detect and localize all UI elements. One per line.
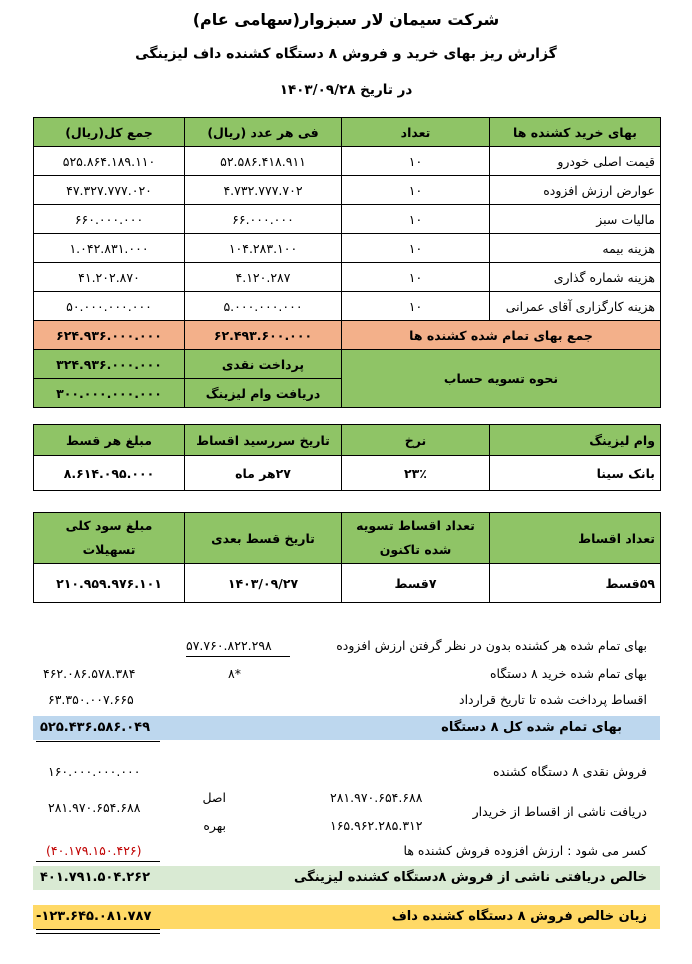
unit-cost-label: بهای تمام شده هر کشنده بدون در نظر گرفتن ارزش افزوده (336, 638, 647, 653)
vat-underline (36, 861, 160, 862)
total8-underline (36, 741, 160, 742)
row-item: قیمت اصلی خودرو (490, 147, 661, 176)
row-qty: ۱۰ (342, 234, 490, 263)
paid-label: اقساط پرداخت شده تا تاریخ قرارداد (459, 692, 647, 707)
sum-label: جمع بهای تمام شده کشنده ها (342, 321, 661, 350)
net-value: ۴۰۱.۷۹۱.۵۰۴.۲۶۲ (40, 870, 151, 885)
sum-row (34, 321, 661, 350)
inst-col-next: تاریخ قسط بعدی (185, 513, 342, 564)
interest-value: ۱۶۵.۹۶۲.۲۸۵.۳۱۲ (330, 818, 423, 833)
net-label: خالص دریافتی ناشی از فروش ۸دستگاه کشنده لیزینگی (294, 870, 647, 885)
row-item: عوارض ارزش افزوده (490, 176, 661, 205)
row-qty: ۱۰ (342, 176, 490, 205)
installment-table (33, 512, 661, 603)
sum-unit: ۶۲.۴۹۳.۶۰۰.۰۰۰ (185, 321, 342, 350)
col-header-total: جمع کل(ریال) (34, 118, 185, 147)
row-item: مالیات سبز (490, 205, 661, 234)
row-item: هزینه بیمه (490, 234, 661, 263)
paid-value: ۶۳.۳۵۰.۰۰۷.۶۶۵ (48, 692, 134, 707)
loan-col-lender: وام لیزینگ (490, 425, 661, 456)
inst-paid: ۷قسط (342, 564, 490, 603)
table-row (34, 292, 661, 321)
loan-table (33, 424, 661, 491)
unit-cost-value: ۵۷.۷۶۰.۸۲۲.۲۹۸ (186, 638, 272, 653)
cash-sale-label: فروش نقدی ۸ دستگاه کشنده (493, 764, 647, 779)
inst-count: ۵۹قسط (490, 564, 661, 603)
row-unit: ۴.۱۲۰.۲۸۷ (185, 263, 342, 292)
col-header-unit: فی هر عدد (ریال) (185, 118, 342, 147)
company-name: شرکت سیمان لار سبزوار(سهامی عام) (192, 10, 500, 29)
row-unit: ۱۰۴.۲۸۳.۱۰۰ (185, 234, 342, 263)
received-label: دریافت ناشی از اقساط از خریدار (472, 804, 647, 819)
inst-next: ۱۴۰۳/۰۹/۲۷ (185, 564, 342, 603)
col-header-item: بهای خرید کشنده ها (490, 118, 661, 147)
purchase8-label: بهای تمام شده خرید ۸ دستگاه (490, 666, 647, 681)
sum-total: ۶۲۴.۹۳۶.۰۰۰.۰۰۰ (34, 321, 185, 350)
settlement-label: نحوه تسویه حساب (342, 350, 661, 408)
principal-label: اصل (202, 790, 226, 805)
cash-label: پرداخت نقدی (185, 350, 342, 379)
row-qty: ۱۰ (342, 292, 490, 321)
loan-col-rate: نرخ (342, 425, 490, 456)
row-total: ۱.۰۴۲.۸۳۱.۰۰۰ (34, 234, 185, 263)
total8-value: ۵۲۵.۴۳۶.۵۸۶.۰۴۹ (40, 720, 151, 735)
row-unit: ۵.۰۰۰.۰۰۰.۰۰۰ (185, 292, 342, 321)
inst-col-paid: تعداد اقساط تسویه شده تاکنون (342, 513, 490, 564)
vat-value: (۴۰.۱۷۹.۱۵۰.۴۲۶) (46, 843, 142, 858)
unit-cost-underline (186, 656, 290, 657)
inst-interest: ۲۱۰.۹۵۹.۹۷۶.۱۰۱ (34, 564, 185, 603)
loss-underline (36, 929, 160, 930)
loan-rate: ۲۳٪ (342, 456, 490, 491)
cost-table (33, 117, 661, 408)
interest-label: بهره (203, 818, 226, 833)
purchase8-value: ۴۶۲.۰۸۶.۵۷۸.۳۸۴ (43, 666, 136, 681)
loan-installment: ۸.۶۱۴.۰۹۵.۰۰۰ (34, 456, 185, 491)
principal-value: ۲۸۱.۹۷۰.۶۵۴.۶۸۸ (330, 790, 423, 805)
loss-label: زیان خالص فروش ۸ دستگاه کشنده داف (391, 909, 647, 924)
table-row (34, 205, 661, 234)
loan-label: دریافت وام لیزینگ (185, 379, 342, 408)
report-title: گزارش ریز بهای خرید و فروش ۸ دستگاه کشنده داف لیزینگی (135, 46, 557, 62)
loan-col-installment: مبلغ هر قسط (34, 425, 185, 456)
loss-value: -۱۲۳.۶۴۵.۰۸۱.۷۸۷ (36, 909, 152, 924)
loan-value: ۳۰۰.۰۰۰.۰۰۰.۰۰۰ (34, 379, 185, 408)
cash-sale-value: ۱۶۰.۰۰۰.۰۰۰.۰۰۰ (48, 764, 141, 779)
loan-due: ۲۷هر ماه (185, 456, 342, 491)
row-total: ۵۲۵.۸۶۴.۱۸۹.۱۱۰ (34, 147, 185, 176)
total8-label: بهای تمام شده کل ۸ دستگاه (441, 720, 622, 735)
loan-lender: بانک سینا (490, 456, 661, 491)
loan-col-due: تاریخ سررسید اقساط (185, 425, 342, 456)
row-unit: ۶۶.۰۰۰.۰۰۰ (185, 205, 342, 234)
inst-col-count: تعداد اقساط (490, 513, 661, 564)
table-row (34, 263, 661, 292)
col-header-qty: تعداد (342, 118, 490, 147)
row-qty: ۱۰ (342, 263, 490, 292)
table-row (34, 234, 661, 263)
table-row (34, 564, 661, 603)
row-qty: ۱۰ (342, 147, 490, 176)
inst-col-interest: مبلغ سود کلی تسهیلات (34, 513, 185, 564)
row-qty: ۱۰ (342, 205, 490, 234)
row-item: هزینه شماره گذاری (490, 263, 661, 292)
row-total: ۴۱.۲۰۲.۸۷۰ (34, 263, 185, 292)
row-unit: ۴.۷۳۲.۷۷۷.۷۰۲ (185, 176, 342, 205)
table-row (34, 456, 661, 491)
row-unit: ۵۲.۵۸۶.۴۱۸.۹۱۱ (185, 147, 342, 176)
report-date: در تاریخ ۱۴۰۳/۰۹/۲۸ (279, 82, 413, 98)
table-row (34, 176, 661, 205)
purchase8-multiplier: ۸* (228, 666, 241, 681)
row-item: هزینه کارگزاری آقای عمرانی (490, 292, 661, 321)
received-value: ۲۸۱.۹۷۰.۶۵۴.۶۸۸ (48, 800, 141, 815)
row-total: ۶۶۰.۰۰۰.۰۰۰ (34, 205, 185, 234)
table-row (34, 147, 661, 176)
loss-underline-double (36, 933, 160, 934)
cash-value: ۳۲۴.۹۳۶.۰۰۰.۰۰۰ (34, 350, 185, 379)
vat-label: کسر می شود : ارزش افزوده فروش کشنده ها (403, 843, 647, 858)
row-total: ۴۷.۳۲۷.۷۷۷.۰۲۰ (34, 176, 185, 205)
row-total: ۵۰.۰۰۰.۰۰۰.۰۰۰ (34, 292, 185, 321)
